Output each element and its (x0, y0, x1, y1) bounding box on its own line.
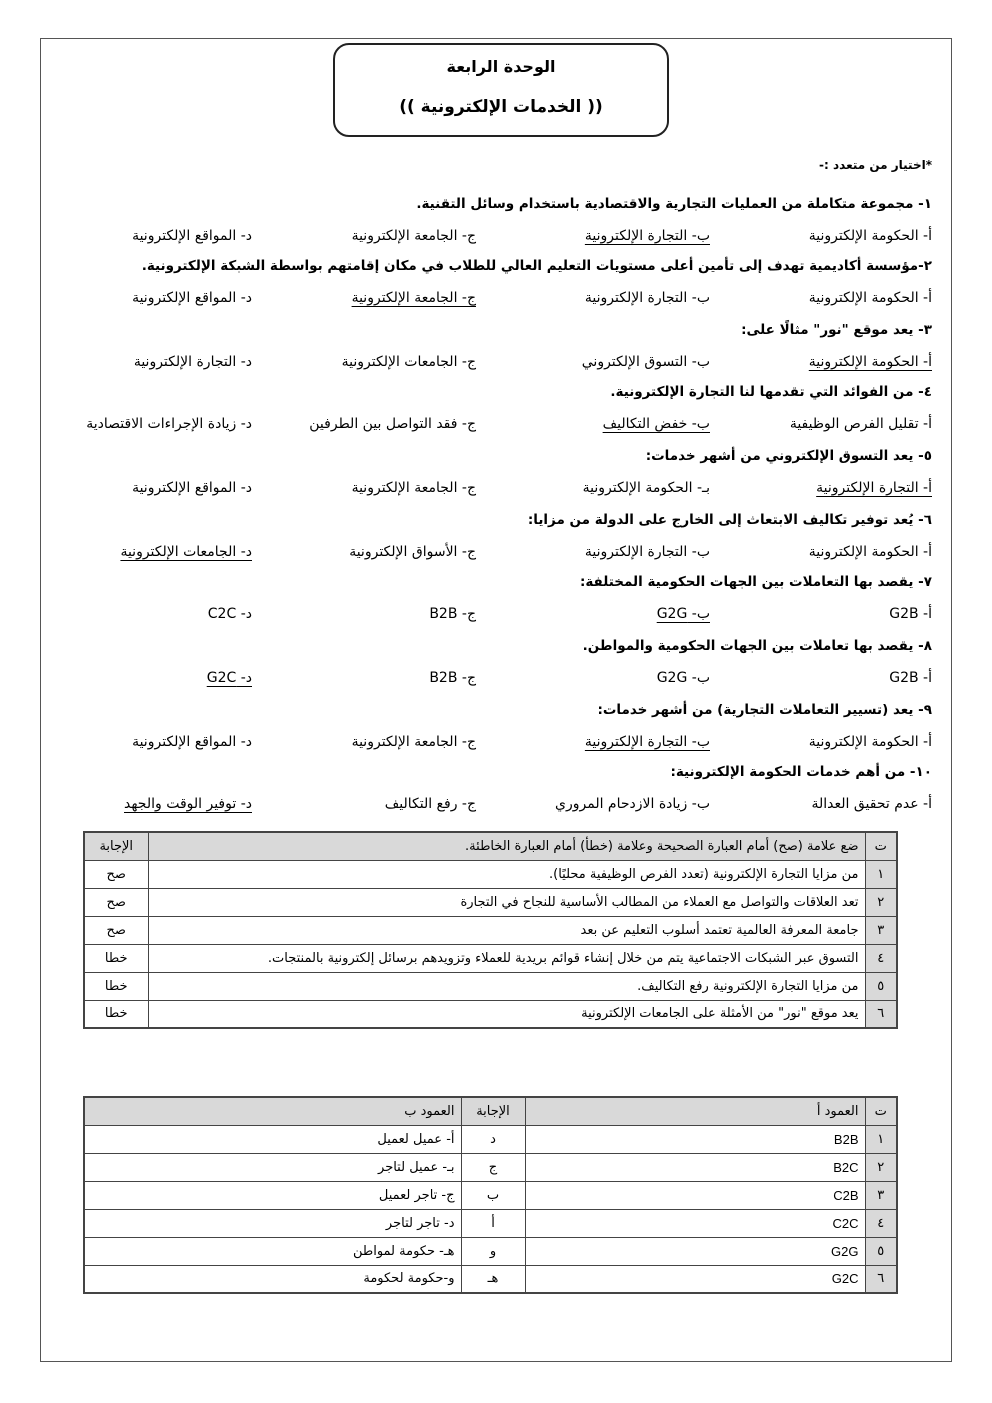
answer-cell[interactable]: و (461, 1237, 525, 1265)
option-a[interactable]: أ- الحكومة الإلكترونية (808, 228, 932, 244)
option-a[interactable]: أ- الحكومة الإلكترونية (808, 734, 932, 750)
row-index: ٤ (865, 944, 897, 972)
option-a[interactable]: أ- الحكومة الإلكترونية (808, 544, 932, 560)
option-d[interactable]: د- زيادة الإجراءات الاقتصادية (86, 416, 252, 432)
option-b-correct[interactable]: ب- التجارة الإلكترونية (584, 228, 710, 244)
answer-cell[interactable]: صح (84, 860, 148, 888)
option-b[interactable]: ب- زيادة الازدحام المروري (555, 796, 710, 812)
option-d-correct[interactable]: د- الجامعات الإلكترونية (120, 544, 252, 560)
header-answer: الإجابة (461, 1097, 525, 1125)
option-d[interactable]: د- المواقع الإلكترونية (132, 290, 252, 306)
option-d[interactable]: د- C2C (207, 606, 252, 622)
answer-cell[interactable]: صح (84, 916, 148, 944)
option-c[interactable]: ج- B2B (429, 670, 476, 686)
answer-cell[interactable]: أ (461, 1209, 525, 1237)
answer-cell[interactable]: ج (461, 1153, 525, 1181)
answer-cell[interactable]: خطا (84, 972, 148, 1000)
option-b-correct[interactable]: ب- G2G (656, 606, 710, 622)
row-index: ٥ (865, 1237, 897, 1265)
option-d[interactable]: د- التجارة الإلكترونية (133, 354, 252, 370)
option-a[interactable]: أ- الحكومة الإلكترونية (808, 290, 932, 306)
table-row (84, 1181, 897, 1209)
answer-cell[interactable]: د (461, 1125, 525, 1153)
header-column-b: العمود ب (84, 1097, 461, 1125)
question-text: ٨- يقصد بها تعاملات بين الجهات الحكومية والمواطن. (582, 638, 932, 654)
option-a-correct[interactable]: أ- الحكومة الإلكترونية (808, 354, 932, 370)
table-row (84, 944, 897, 972)
table-row (84, 972, 897, 1000)
option-b[interactable]: ب- التسوق الإلكتروني (581, 354, 710, 370)
row-index: ١ (865, 1125, 897, 1153)
column-b-item: هـ- حكومة لمواطن (84, 1237, 461, 1265)
question-text: ٩- يعد (تسيير التعاملات التجارية) من أشهر خدمات: (597, 702, 932, 718)
table-header-row (84, 1097, 897, 1125)
unit-title: الوحدة الرابعة (446, 57, 556, 76)
option-d[interactable]: د- المواقع الإلكترونية (132, 734, 252, 750)
question-text: ١٠- من أهم خدمات الحكومة الإلكترونية: (670, 764, 932, 780)
option-c[interactable]: ج- B2B (429, 606, 476, 622)
column-a-item: C2B (525, 1181, 865, 1209)
option-b[interactable]: ب- التجارة الإلكترونية (584, 544, 710, 560)
answer-cell[interactable]: هـ (461, 1265, 525, 1293)
table-row (84, 860, 897, 888)
option-b[interactable]: بـ- الحكومة الإلكترونية (582, 480, 710, 496)
question-text: ٦- يُعد توفير تكاليف الابتعاث إلى الخارج على الدولة من مزايا: (527, 512, 932, 528)
statement: من مزايا التجارة الإلكترونية (تعدد الفرص الوظيفية محليًا). (148, 860, 865, 888)
answer-cell[interactable]: خطا (84, 1000, 148, 1028)
statement: من مزايا التجارة الإلكترونية رفع التكاليف. (148, 972, 865, 1000)
option-d-correct[interactable]: د- توفير الوقت والجهد (124, 796, 252, 812)
column-a-item: G2C (525, 1265, 865, 1293)
row-index: ١ (865, 860, 897, 888)
option-d-correct[interactable]: د- G2C (206, 670, 252, 686)
answer-cell[interactable]: صح (84, 888, 148, 916)
column-b-item: د- تاجر لتاجر (84, 1209, 461, 1237)
answer-cell[interactable]: خطا (84, 944, 148, 972)
option-a[interactable]: أ- G2B (889, 606, 932, 622)
column-b-item: أ- عميل لعميل (84, 1125, 461, 1153)
option-a-correct[interactable]: أ- التجارة الإلكترونية (816, 480, 932, 496)
header-instruction: ضع علامة (صح) أمام العبارة الصحيحة وعلامة (خطأ) أمام العبارة الخاطئة. (148, 832, 865, 860)
column-a-item: G2G (525, 1237, 865, 1265)
column-a-item: B2B (525, 1125, 865, 1153)
option-c[interactable]: ج- الأسواق الإلكترونية (349, 544, 476, 560)
lesson-title: (( الخدمات الإلكترونية )) (399, 97, 603, 117)
row-index: ٦ (865, 1000, 897, 1028)
option-c[interactable]: ج- الجامعة الإلكترونية (351, 480, 476, 496)
table-row (84, 916, 897, 944)
option-d[interactable]: د- المواقع الإلكترونية (132, 480, 252, 496)
row-index: ٤ (865, 1209, 897, 1237)
option-c[interactable]: ج- فقد التواصل بين الطرفين (309, 416, 476, 432)
statement: جامعة المعرفة العالمية تعتمد أسلوب التعليم عن بعد (148, 916, 865, 944)
question-text: ٤- من الفوائد التي تقدمها لنا التجارة الإلكترونية. (610, 384, 932, 400)
header-column-a: العمود أ (525, 1097, 865, 1125)
column-b-item: ج- تاجر لعميل (84, 1181, 461, 1209)
option-c-correct[interactable]: ج- الجامعة الإلكترونية (351, 290, 476, 306)
statement: تعد العلاقات والتواصل مع العملاء من المطالب الأساسية للنجاح في التجارة (148, 888, 865, 916)
table-row (84, 1237, 897, 1265)
table-row (84, 888, 897, 916)
question-text: ١- مجموعة متكاملة من العمليات التجارية والاقتصادية باستخدام وسائل التقنية. (416, 196, 932, 212)
row-index: ٣ (865, 1181, 897, 1209)
column-a-item: C2C (525, 1209, 865, 1237)
row-index: ٦ (865, 1265, 897, 1293)
mcq-heading: *اختيار من متعدد :- (819, 158, 932, 172)
option-d[interactable]: د- المواقع الإلكترونية (132, 228, 252, 244)
option-c[interactable]: ج- الجامعة الإلكترونية (351, 734, 476, 750)
table-row (84, 1125, 897, 1153)
answer-cell[interactable]: ب (461, 1181, 525, 1209)
column-b-item: بـ- عميل لتاجر (84, 1153, 461, 1181)
option-c[interactable]: ج- الجامعة الإلكترونية (351, 228, 476, 244)
question-text: ٣- يعد موقع "نور" مثالًا على: (741, 322, 932, 338)
table-row (84, 1153, 897, 1181)
matching-table (83, 1096, 898, 1294)
table-header-row (84, 832, 897, 860)
row-index: ٥ (865, 972, 897, 1000)
row-index: ٣ (865, 916, 897, 944)
question-text: ٢-مؤسسة أكاديمية تهدف إلى تأمين أعلى مستويات التعليم العالي للطلاب في مكان إقامتهم بواسطة الشبكة الإلكترونية. (141, 258, 932, 274)
row-index: ٢ (865, 888, 897, 916)
column-b-item: و-حكومة لحكومة (84, 1265, 461, 1293)
header-answer: الإجابة (84, 832, 148, 860)
header-index: ت (865, 1097, 897, 1125)
option-c[interactable]: ج- الجامعات الإلكترونية (341, 354, 476, 370)
option-a[interactable]: أ- G2B (889, 670, 932, 686)
table-row (84, 1000, 897, 1028)
option-b[interactable]: ب- G2G (656, 670, 710, 686)
header-index: ت (865, 832, 897, 860)
option-b[interactable]: ب- التجارة الإلكترونية (584, 290, 710, 306)
statement: التسوق عبر الشبكات الاجتماعية يتم من خلال إنشاء قوائم بريدية للعملاء وتزويدهم برسائل إلكترونية بالمنتجات. (148, 944, 865, 972)
table-row (84, 1265, 897, 1293)
column-a-item: B2C (525, 1153, 865, 1181)
title-box (333, 43, 669, 137)
question-text: ٧- يقصد بها التعاملات بين الجهات الحكومية المختلفة: (579, 574, 932, 590)
question-text: ٥- يعد التسوق الإلكتروني من أشهر خدمات: (645, 448, 932, 464)
true-false-table (83, 831, 898, 1029)
row-index: ٢ (865, 1153, 897, 1181)
table-row (84, 1209, 897, 1237)
option-a[interactable]: أ- عدم تحقيق العدالة (811, 796, 932, 812)
option-c[interactable]: ج- رفع التكاليف (384, 796, 476, 812)
option-b-correct[interactable]: ب- خفض التكاليف (602, 416, 710, 432)
statement: يعد موقع "نور" من الأمثلة على الجامعات الإلكترونية (148, 1000, 865, 1028)
option-b-correct[interactable]: ب- التجارة الإلكترونية (584, 734, 710, 750)
option-a[interactable]: أ- تقليل الفرص الوظيفية (789, 416, 932, 432)
